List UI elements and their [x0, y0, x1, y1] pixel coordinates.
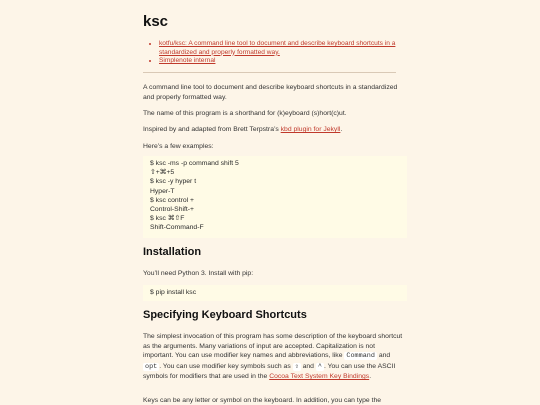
- installation-heading: Installation: [143, 246, 202, 258]
- inline-code-shift-symbol: ⇧: [294, 362, 299, 371]
- inspired-paragraph: [143, 125, 403, 135]
- inline-code-command: Command: [346, 352, 375, 361]
- specifying-paragraph: [143, 332, 403, 382]
- list-item: [159, 40, 409, 57]
- examples-code-block: [143, 156, 407, 238]
- inspired-text: Inspired by and adapted from Brett Terpstra’s: [143, 126, 281, 133]
- spec-text: . You can use the ASCII symbols for modifiers that are used in the: [143, 362, 396, 381]
- inline-code-control-symbol: ^: [317, 362, 322, 371]
- spec-text: and: [300, 362, 316, 370]
- examples-intro: Here’s a few examples:: [143, 143, 214, 150]
- code-line: ⇧+⌘+5: [150, 169, 175, 177]
- spec-text: . You can use modifier key symbols such as: [159, 362, 293, 370]
- page-title: ksc: [143, 13, 169, 30]
- ksc-repo-link[interactable]: kotfu/ksc: A command line tool to document and describe keyboard shortcuts in a standardized and properly formatted way.: [159, 40, 396, 56]
- keys-paragraph: Keys can be any letter or symbol on the keyboard. In addition, you can type the: [143, 397, 382, 404]
- inspired-end: .: [340, 126, 343, 133]
- code-line: Hyper-T: [150, 187, 175, 195]
- name-paragraph: The name of this program is a shorthand for (k)eyboard (s)hort(c)ut.: [143, 110, 347, 117]
- kbd-plugin-link[interactable]: kbd plugin for Jekyll: [280, 126, 341, 133]
- spec-text: and: [376, 352, 391, 360]
- code-line: $ ksc -y hyper t: [150, 178, 197, 186]
- cocoa-keybindings-link[interactable]: Cocoa Text System Key Bindings: [269, 373, 370, 381]
- code-line: $ ksc -ms -p command shift 5: [150, 160, 239, 167]
- code-line: Control-Shift-+: [150, 206, 195, 214]
- code-line: $ ksc control +: [150, 196, 195, 204]
- code-line: $ pip install ksc: [150, 289, 197, 296]
- code-line: Shift-Command-F: [150, 224, 204, 232]
- inline-code-opt: opt: [145, 362, 158, 371]
- link-list: [143, 40, 409, 66]
- install-code-block: [143, 285, 407, 301]
- installation-text: You’ll need Python 3. Install with pip:: [143, 270, 254, 277]
- specifying-heading: Specifying Keyboard Shortcuts: [143, 309, 307, 321]
- code-line: $ ksc ⌘⇧F: [150, 215, 185, 223]
- divider: [143, 72, 396, 73]
- list-item: [159, 57, 409, 66]
- spec-text: .: [369, 373, 372, 381]
- intro-paragraph: A command line tool to document and describe keyboard shortcuts in a standardized and properly formatted way.: [143, 84, 398, 101]
- simplenote-link[interactable]: Simplenote internal: [159, 57, 216, 65]
- spec-text: The simplest invocation of this program has some description of the keyboard shortcut as the arguments. Many variations of input are accepted. Capitalization is not important. You can use modifier key names and abbreviations, like: [143, 333, 403, 360]
